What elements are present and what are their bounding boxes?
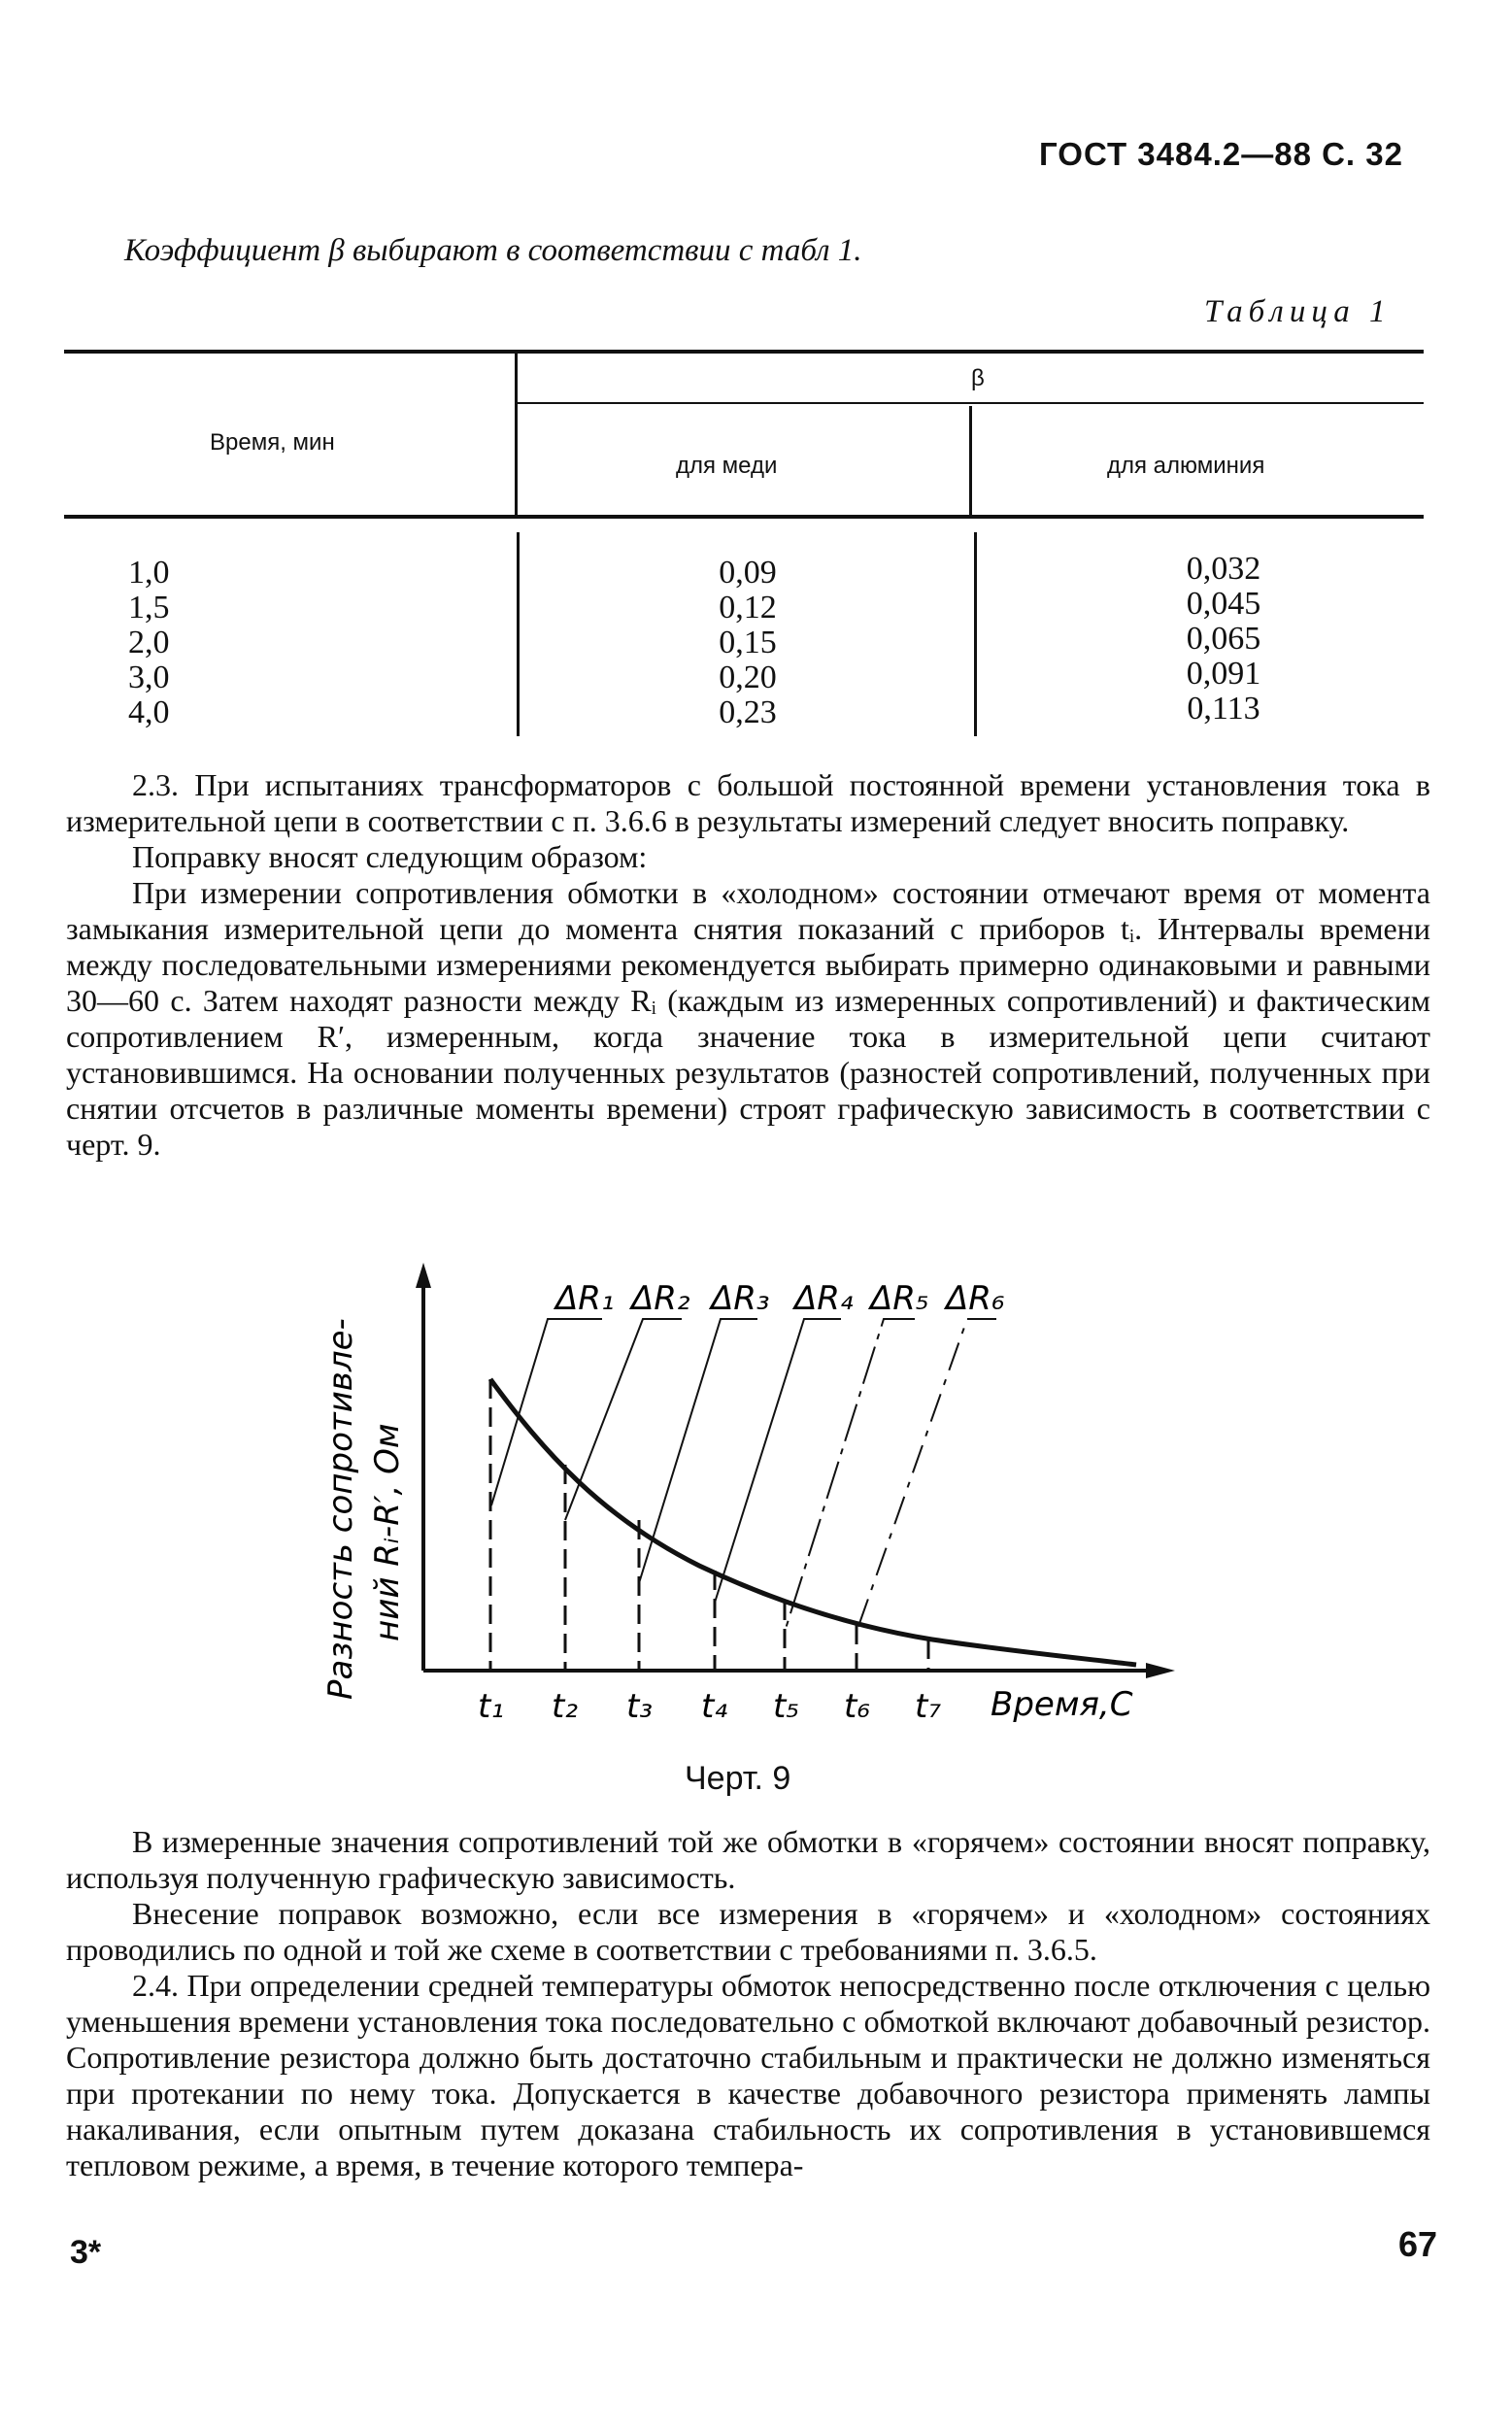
table-beta-rule [517,402,1424,404]
table-divider-1 [515,354,518,515]
delta-leader-4 [715,1319,841,1603]
cell-copper: 0,23 [719,694,777,730]
cell-time: 2,0 [128,625,170,660]
table-divider-2 [969,406,972,515]
table-top-rule [64,350,1424,354]
cell-time: 1,0 [128,555,170,591]
t-label: t₅ [773,1687,799,1726]
delta-label: ΔR₅ [870,1279,929,1318]
t-label: t₄ [701,1687,727,1726]
y-axis-label-line2: ний Rᵢ-R′, Ом [368,1423,407,1641]
page-header: ГОСТ 3484.2—88 С. 32 [1039,136,1403,172]
t-label: t₁ [478,1687,504,1726]
cell-aluminum: 0,065 [1186,621,1261,657]
table-header-rule [64,515,1424,519]
header-beta: β [971,365,985,391]
signature-mark: 3* [70,2234,102,2271]
delta-label: ΔR₆ [946,1279,1005,1318]
header-copper: для меди [676,453,778,479]
cell-time: 1,5 [128,590,170,625]
cell-aluminum: 0,091 [1186,656,1261,692]
delta-leader-2 [565,1319,682,1520]
cell-aluminum: 0,113 [1187,691,1260,727]
table-caption: Таблица 1 [1204,294,1392,329]
x-axis-label: Время,С [991,1685,1133,1724]
cell-time: 4,0 [128,694,170,730]
delta-leader-5 [785,1319,915,1632]
paragraph: В измеренные значения сопротивлений той же обмотки в «горячем» состоянии вносят поправку, используя полученную графическую зависимость. [66,1824,1430,1895]
cell-time: 3,0 [128,659,170,695]
table-body-divider-1 [517,532,520,736]
cell-copper: 0,12 [719,590,777,625]
paragraph: При измерении сопротивления обмотки в «холодном» состоянии отмечают время от момента замыкания измерительной цепи до момента снятия показаний с приборов tᵢ. Интервалы времени между последовательными измерениями рекомендуется выбирать примерно одинаковыми и равными 30—60 с. Затем находят разности между Rᵢ (каждым из измеренных сопротивлений) и фактическим сопротивлением R′, измеренным, когда значение тока в измерительной цепи считают установившимся. На основании полученных результатов (разностей сопротивлений, полученных при снятии отсчетов в различные моменты времени) строят графическую зависимость в соответствии с черт. 9. [66,875,1430,1162]
t-label: t₇ [915,1687,941,1726]
delta-label: ΔR₂ [631,1279,690,1318]
delta-label: ΔR₁ [555,1279,615,1318]
page-number: 67 [1398,2224,1438,2264]
paragraph: 2.4. При определении средней температуры обмоток непосредственно после отключения с целью уменьшения времени установления тока последовательно с обмоткой включают добавочный резистор. Сопротивление резистора должно быть достаточно стабильным и практически не должно изменяться при протекании по нему тока. Допускается в качестве добавочного резистора применять лампы накаливания, если опытным путем доказана стабильность их сопротивления в установившемся тепловом режиме, а время, в течение которого темпера- [66,1968,1430,2182]
cell-copper: 0,09 [719,555,777,591]
y-axis-label-line1: Разность сопротивле- [321,1318,360,1700]
paragraph: Поправку вносят следующим образом: [132,839,648,874]
delta-leader-1 [491,1319,602,1505]
x-axis-arrow [1146,1663,1175,1678]
t-label: t₂ [552,1687,578,1726]
column-copper [680,556,816,730]
figure-9 [311,1253,1185,1739]
cell-copper: 0,15 [719,625,777,660]
paragraph: 2.3. При испытаниях трансформаторов с большой постоянной времени установления тока в измерительной цепи в соответствии с п. 3.6.6 в результаты измерений следует вносить поправку. [66,767,1430,838]
cell-aluminum: 0,045 [1186,586,1261,622]
header-time: Время, мин [210,429,335,456]
delta-leader-6 [857,1319,996,1632]
column-time [128,556,186,730]
t-label: t₃ [626,1687,653,1726]
t-label: t₆ [844,1687,870,1726]
paragraph: Внесение поправок возможно, если все измерения в «горячем» и «холодном» состояниях проводились по одной и той же схеме в соответствии с требованиями п. 3.6.5. [66,1896,1430,1967]
header-aluminum: для алюминия [1107,453,1265,479]
section-2-3 [66,767,1430,1163]
delta-label: ΔR₃ [711,1279,770,1318]
column-aluminum [1151,552,1296,727]
table-body-divider-2 [974,532,977,736]
intro-text: Коэффициент β выбирают в соответствии с табл 1. [124,233,862,268]
y-axis-arrow [416,1263,431,1288]
cell-aluminum: 0,032 [1186,551,1261,587]
delta-label: ΔR₄ [794,1279,854,1318]
figure-caption: Черт. 9 [685,1760,791,1797]
section-after-figure [66,1824,1430,2183]
resistance-curve [490,1379,1136,1665]
cell-copper: 0,20 [719,659,777,695]
